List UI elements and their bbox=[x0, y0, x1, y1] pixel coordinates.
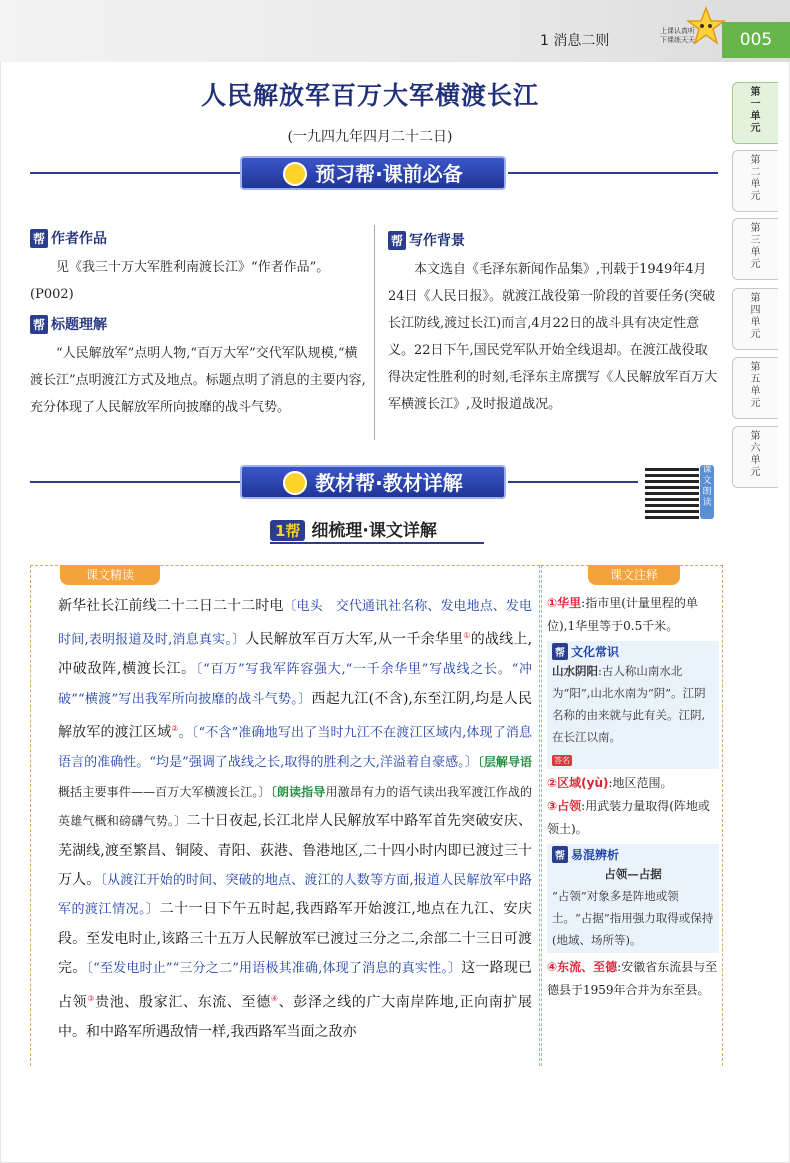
slogan-text: 上课认真听 下课练天天 bbox=[660, 27, 695, 44]
audio-reading-tag[interactable]: 课文朗读 bbox=[700, 465, 714, 519]
annotation-text: 〔“至发电时止”“三分之二”用语极其准确,体现了消息的真实性。〕 bbox=[86, 961, 462, 977]
chapter-title: 1 消息二则 bbox=[540, 33, 610, 49]
note-text: :地区范围。 bbox=[608, 776, 673, 790]
paragraph: 见《我三十万大军胜利南渡长江》“作者作品”。(P002) bbox=[30, 260, 330, 302]
body-text: 这一路现已占领 bbox=[58, 960, 533, 1011]
body-text: 新华社长江前线二十二日二十二时电 bbox=[58, 598, 284, 614]
bang-badge: 帮 bbox=[30, 315, 48, 334]
note-1 bbox=[547, 592, 719, 638]
article-date: (一九四九年四月二十二日) bbox=[287, 129, 453, 145]
tab-unit-5[interactable] bbox=[732, 357, 778, 419]
footnote-marker[interactable]: ④ bbox=[270, 993, 279, 1003]
guide-text: 用激昂有力的语气读出我军渡江作战的英雄气概和磅礴气势。〕 bbox=[58, 784, 532, 829]
note-head: ②区域(yù) bbox=[547, 776, 609, 790]
page-header bbox=[0, 0, 790, 62]
author-text bbox=[30, 254, 366, 308]
note-head: ③占领 bbox=[547, 799, 582, 813]
annotation-text: 〔电头 交代通讯社名称、发电地点、发电时间,表明报道及时,消息真实。〕 bbox=[58, 599, 532, 649]
lightbulb-icon bbox=[283, 471, 307, 495]
footnote-marker[interactable]: ① bbox=[463, 631, 471, 641]
box-text bbox=[552, 660, 714, 748]
heading-author bbox=[30, 228, 107, 248]
title-explain-text bbox=[30, 340, 366, 421]
note-2 bbox=[547, 772, 719, 795]
divider bbox=[508, 172, 718, 174]
body-text: 人民解放军百万大军,从一千余华里 bbox=[245, 632, 464, 649]
note-head: ①华里 bbox=[547, 596, 582, 610]
tab-unit-3[interactable] bbox=[732, 218, 778, 280]
guide-label: 〔层解导语 bbox=[477, 755, 532, 770]
footnote-marker[interactable]: ③ bbox=[87, 993, 96, 1003]
answer-badge: 答名 bbox=[554, 756, 570, 765]
paragraph: 本文选自《毛泽东新闻作品集》,刊载于1949年4月24日《人民日报》。就渡江战役第一阶段的首要任务(突破长江防线,渡过长江)而言,4月22日的战斗具有决定性意义。22日下午,国民党军队开始全线退却。在渡江战役取得决定性胜利的时刻,毛泽东主席撰写《人民解放军百万大军横渡长江》,及时报道战况。 bbox=[388, 262, 718, 412]
note-head: ④东流、至德 bbox=[547, 960, 618, 974]
article-title: 人民解放军百万大军横渡长江 bbox=[200, 81, 539, 110]
page-number: 005 bbox=[722, 22, 790, 58]
body-text: 二十一日下午五时起,我西路军开始渡江,地点在九江、安庆段。至发电时止,该路三十五万人民解放军已渡过三分之二,余部二十三日可渡完。 bbox=[58, 901, 532, 977]
body-text: 西起九江(不含),东至江阴,均是人民解放军的渡江区域 bbox=[58, 690, 532, 741]
tag-close-reading: 课文精读 bbox=[60, 565, 160, 585]
note-text: :用武装力量取得(阵地或领土)。 bbox=[547, 799, 710, 836]
footnote-marker[interactable]: ② bbox=[171, 724, 179, 734]
heading-title-explain bbox=[30, 314, 107, 334]
box-term: 占领—占据 bbox=[604, 867, 662, 881]
banner-label: 预习帮·课前必备 bbox=[315, 162, 463, 186]
tab-unit-4[interactable] bbox=[732, 288, 778, 350]
qr-code-icon[interactable] bbox=[645, 465, 699, 519]
section-banner-preview bbox=[240, 156, 506, 190]
guide-label: 〔朗读指导 bbox=[270, 784, 326, 799]
body-text: 、彭泽之线的广大南岸阵地,正向南扩展中。和中路军所遇敌情一样,我西路军当面之敌亦 bbox=[58, 994, 533, 1040]
heading-label: 标题理解 bbox=[51, 317, 108, 333]
annotation-text: 。〔“不含”准确地写出了当时九江不在渡江区域内,体现了消息语言的准确性。“均是”强调了战线之长,取得的胜利之大,洋溢着自豪感。〕 bbox=[58, 725, 533, 771]
tab-label: 第二单元 bbox=[750, 155, 761, 202]
annotation-text: 〔“百万”写我军阵容强大,“一千余华里”写战线之长。“冲破”“横渡”写出我军所向披靡的战斗气势。〕 bbox=[58, 662, 532, 707]
section-banner-textbook bbox=[240, 465, 506, 499]
body-text: 二十日夜起,长江北岸人民解放军中路军首先突破安庆、芜湖线,渡至繁昌、铜陵、青阳、荻港、鲁港地区,二十四小时内即已渡过三十万人。 bbox=[58, 813, 532, 888]
bang-badge: 帮 bbox=[552, 643, 568, 660]
side-notes bbox=[547, 592, 719, 1002]
tab-label: 第六单元 bbox=[750, 431, 761, 478]
body-text: 的战线上,冲破敌阵,横渡长江。 bbox=[58, 632, 533, 678]
bang-badge: 帮 bbox=[30, 229, 48, 248]
bang-badge: 帮 bbox=[552, 846, 568, 863]
culture-box bbox=[547, 641, 719, 769]
note-text: :指市里(计量里程的单位),1华里等于0.5千米。 bbox=[547, 596, 698, 633]
text-block bbox=[58, 592, 532, 1047]
annotation-text: 〔从渡江开始的时间、突破的地点、渡江的人数等方面,报道人民解放军中路军的渡江情况。〕 bbox=[58, 872, 532, 918]
star-mascot-icon bbox=[686, 6, 726, 46]
guide-text: 概括主要事件——百万大军横渡长江。〕 bbox=[58, 784, 271, 799]
subsection-underline bbox=[270, 542, 484, 544]
divider bbox=[30, 481, 240, 483]
tab-label: 第三单元 bbox=[750, 223, 761, 270]
subsection-heading bbox=[270, 516, 437, 541]
tag-notes: 课文注释 bbox=[588, 565, 680, 585]
bang-badge: 帮 bbox=[388, 231, 406, 250]
box-body: :古人称山南水北为“阳”,山北水南为“阴”。江阴名称的由来就与此有关。江阴,在长江以南。 bbox=[552, 664, 706, 744]
confusion-box bbox=[547, 844, 719, 953]
tab-label: 第四单元 bbox=[750, 293, 761, 340]
tab-label: 第一单元 bbox=[750, 87, 761, 134]
body-text: 贵池、殷家汇、东流、至德 bbox=[95, 994, 271, 1011]
column-divider bbox=[374, 225, 375, 440]
background-text bbox=[388, 256, 720, 418]
note-3 bbox=[547, 795, 719, 841]
box-heading bbox=[552, 643, 714, 660]
divider bbox=[30, 172, 240, 174]
lightbulb-icon bbox=[283, 162, 307, 186]
box-term: 山水阴阳 bbox=[552, 664, 598, 678]
box-body: “占领”对象多是阵地或领土。“占据”指用强力取得或保持(地域、场所等)。 bbox=[552, 889, 714, 947]
paragraph: “人民解放军”点明人物,“百万大军”交代军队规模,“横渡长江”点明渡江方式及地点。标题点明了消息的主要内容,充分体现了人民解放军所向披靡的战斗气势。 bbox=[30, 346, 366, 415]
heading-label: 作者作品 bbox=[51, 231, 108, 247]
tab-label: 第五单元 bbox=[750, 362, 761, 409]
subsection-title: 细梳理·课文详解 bbox=[311, 521, 437, 541]
heading-background bbox=[388, 230, 465, 250]
subsection-badge: 1帮 bbox=[270, 520, 305, 541]
tab-unit-2[interactable] bbox=[732, 150, 778, 212]
note-4 bbox=[547, 956, 719, 1002]
note-text: :安徽省东流县与至德县于1959年合并为东至县。 bbox=[547, 960, 718, 997]
box-heading-label: 文化常识 bbox=[571, 645, 620, 659]
heading-label: 写作背景 bbox=[409, 233, 466, 249]
box-heading-label: 易混辨析 bbox=[571, 848, 620, 862]
tab-unit-6[interactable] bbox=[732, 426, 778, 488]
main-text bbox=[58, 592, 532, 1047]
box-heading bbox=[552, 846, 714, 863]
banner-label: 教材帮·教材详解 bbox=[315, 471, 463, 495]
divider bbox=[508, 481, 638, 483]
